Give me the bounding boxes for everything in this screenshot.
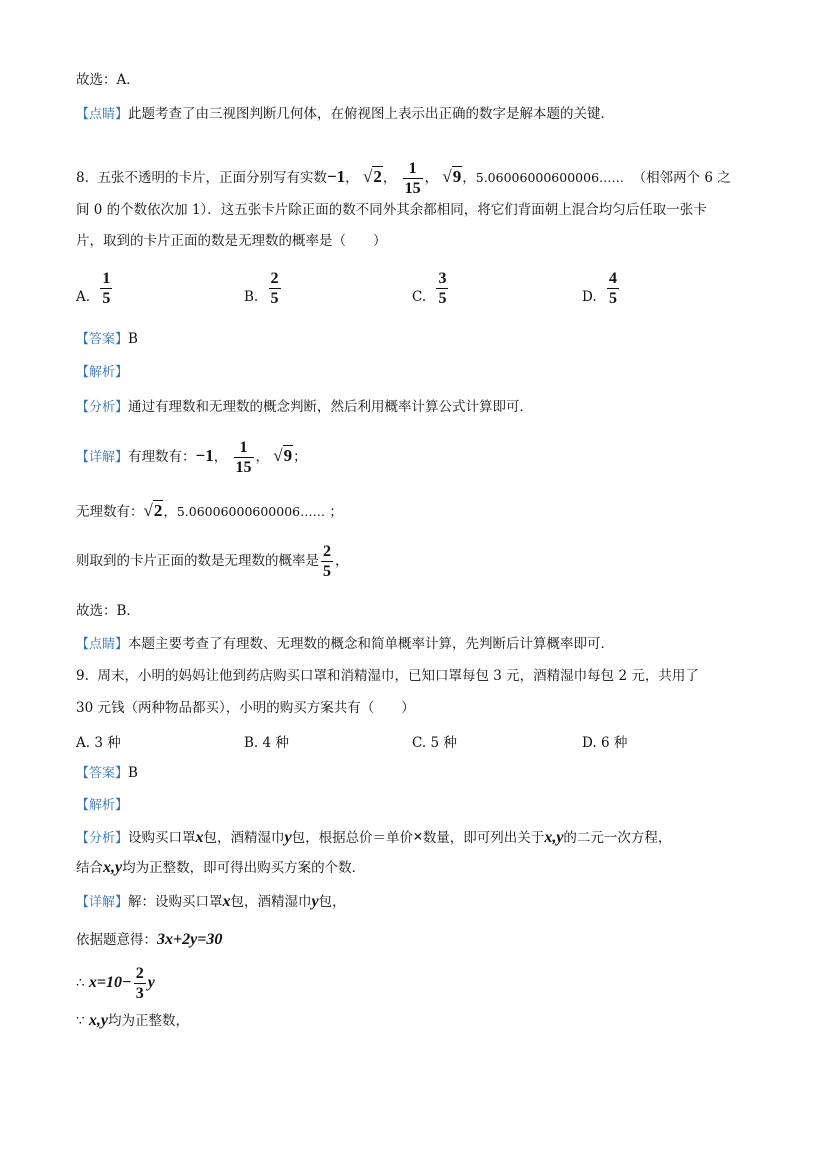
q9-equation-line: 依据题意得：3x+2y=30 bbox=[76, 931, 223, 948]
q9-option-d: D. 6 种 bbox=[582, 735, 628, 751]
q9-because-line: ∵ x,y均为正整数， bbox=[76, 1012, 189, 1029]
q9-xiangjie: 【详解】解：设购买口罩x包，酒精湿巾y包， bbox=[76, 893, 346, 910]
q9-stem-line1: 9. 周末，小明的妈妈让他到药店购买口罩和消精湿巾，已知口罩每包 3 元，酒精湿巾每包 2 元，共用了 bbox=[76, 668, 699, 684]
fraction-1-15: $\frac{1}{15}$ bbox=[235, 439, 252, 476]
fraction-2-3: $\frac{2}{3}$ bbox=[135, 965, 144, 1002]
value-neg1: −1 bbox=[326, 167, 346, 186]
q9-stem-line2: 30 元钱（两种物品都买），小明的购买方案共有（ ） bbox=[76, 700, 415, 716]
prev-note: 【点睛】此题考查了由三视图判断几何体，在俯视图上表示出正确的数字是解本题的关键． bbox=[76, 106, 615, 122]
prev-choice: 故选：A． bbox=[76, 72, 140, 88]
fraction-2-5: $\frac{2}{5}$ bbox=[323, 543, 331, 580]
q8-rational: 【详解】有理数有：−1， $\frac{1}{15}$ ， √9； bbox=[76, 436, 307, 478]
q9-option-b: B. 4 种 bbox=[244, 735, 289, 751]
q8-option-a: A. $\frac{1}{5}$ bbox=[76, 270, 111, 307]
q9-answer: 【答案】B bbox=[76, 765, 138, 781]
q8-note: 【点睛】本题主要考查了有理数、无理数的概念和简单概率计算，先判断后计算概率即可． bbox=[76, 636, 615, 652]
q9-fenxi-line2: 结合x,y均为正整数，即可得出购买方案的个数． bbox=[76, 859, 366, 876]
sqrt-2: √2 bbox=[362, 167, 382, 186]
q8-probability: 则取到的卡片正面的数是无理数的概率是 $\frac{2}{5}$ ， bbox=[76, 543, 349, 580]
q8-irrational: 无理数有：√2，5.06006000600006…… ； bbox=[76, 501, 343, 520]
note-tag: 【点睛】 bbox=[76, 107, 129, 122]
equation: 3x+2y=30 bbox=[157, 931, 223, 948]
q9-option-c: C. 5 种 bbox=[412, 735, 457, 751]
q8-option-c: C. $\frac{3}{5}$ bbox=[412, 270, 447, 307]
sqrt-9: √9 bbox=[273, 446, 293, 465]
q8-stem-line1: 8. 五张不透明的卡片，正面分别写有实数−1， √2， $\frac{1}{15}$ ， √9，5.06006000600006…… （相邻两个 6 之 bbox=[76, 160, 731, 197]
q8-answer: 【答案】B bbox=[76, 331, 138, 347]
sqrt-9: √9 bbox=[442, 167, 462, 186]
q9-option-a: A. 3 种 bbox=[76, 735, 121, 751]
q9-fenxi-line1: 【分析】设购买口罩x包，酒精湿巾y包，根据总价＝单价×数量，即可列出关于x,y的二元一次方程， bbox=[76, 827, 672, 846]
q8-stem-line2: 间 0 的个数依次加 1）．这五张卡片除正面的数不同外其余都相同，将它们背面朝上混合均匀后任取一张卡 bbox=[76, 202, 707, 218]
q9-jiexi: 【解析】 bbox=[76, 798, 129, 813]
sqrt-2: √2 bbox=[143, 501, 163, 520]
q8-fenxi: 【分析】通过有理数和无理数的概念判断，然后利用概率计算公式计算即可． bbox=[76, 399, 534, 415]
q8-jiexi: 【解析】 bbox=[76, 365, 129, 380]
q8-option-b: B. $\frac{2}{5}$ bbox=[244, 270, 279, 307]
q8-stem-line3: 片，取到的卡片正面的数是无理数的概率是（ ） bbox=[76, 233, 387, 249]
q8-option-d: D. $\frac{4}{5}$ bbox=[582, 270, 617, 307]
q8-choice: 故选：B． bbox=[76, 603, 140, 619]
fraction-1-15: $\frac{1}{15}$ bbox=[404, 160, 421, 197]
q9-x-expression: ∴ x=10− $\frac{2}{3}$ y bbox=[76, 965, 155, 1002]
